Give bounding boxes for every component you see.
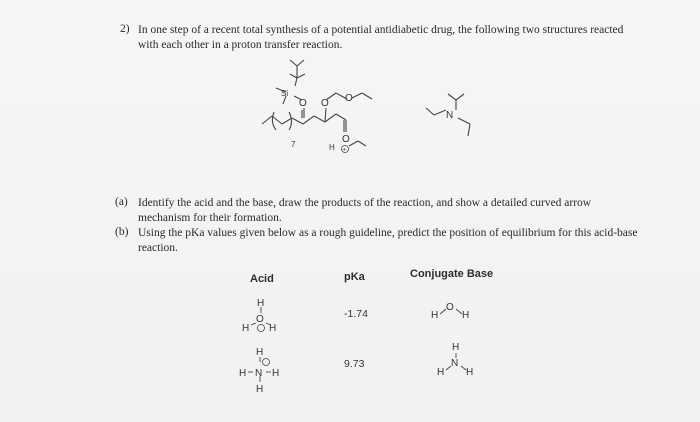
ammonium-nitrogen-label: N (255, 368, 263, 379)
oxocarbenium-h-label: H (329, 143, 335, 152)
positive-charge-sign: + (342, 147, 347, 154)
mom-oxygen-2-label: O (345, 93, 353, 104)
water-h-right-label: H (462, 310, 470, 321)
question-text: In one step of a recent total synthesis of a potential antidiabetic drug, the following two structures reacted with each other in a proton transfer reaction. (138, 24, 624, 51)
acid-column-header: Acid (250, 273, 274, 285)
oxocarbenium-oxygen-label: O (342, 134, 350, 145)
pka-value-ammonium: 9.73 (344, 358, 365, 370)
ammonia-h-left-label: H (437, 367, 445, 378)
ammonium-charge-icon (263, 359, 270, 366)
silyl-ether-oxygen-label: O (299, 98, 307, 109)
hydronium-h-left-label: H (242, 323, 250, 334)
water-oxygen-label: O (446, 302, 454, 313)
si-atom-label: Si (281, 89, 289, 98)
part-a-text: Identify the acid and the base, draw the products of the reaction, and show a detailed curved arrow mechanism for their formation. (138, 197, 592, 224)
part-b-text: Using the pKa values given below as a rough guideline, predict the position of equilibrium for this acid-base reaction. (138, 227, 638, 254)
ammonia-h-right-label: H (466, 367, 474, 378)
ammonium-h-bottom-label: H (256, 384, 264, 395)
ammonium-h-top-label: H (256, 347, 264, 358)
ammonium-h-right-label: H (272, 368, 280, 379)
water-h-left-label: H (431, 310, 439, 321)
part-a-label: (a) (115, 196, 128, 208)
conjugate-base-column-header: Conjugate Base (410, 268, 494, 280)
pka-column-header: pKa (344, 271, 365, 283)
hydronium-h-right-label: H (269, 323, 277, 334)
amine-nitrogen-label: N (446, 110, 454, 121)
hydronium-charge-icon (258, 325, 265, 332)
mom-oxygen-1-label: O (321, 98, 329, 109)
ammonia-nitrogen-label: N (451, 358, 459, 369)
question-number: 2) (120, 23, 130, 35)
part-b-label: (b) (115, 226, 129, 238)
hydronium-h-top-label: H (257, 298, 265, 309)
chain-subscript-label: 7 (291, 140, 296, 149)
hydronium-oxygen-label: O (256, 314, 264, 325)
ammonium-h-left-label: H (239, 368, 247, 379)
ammonia-h-top-label: H (452, 342, 460, 353)
pka-value-hydronium: -1.74 (344, 308, 368, 320)
